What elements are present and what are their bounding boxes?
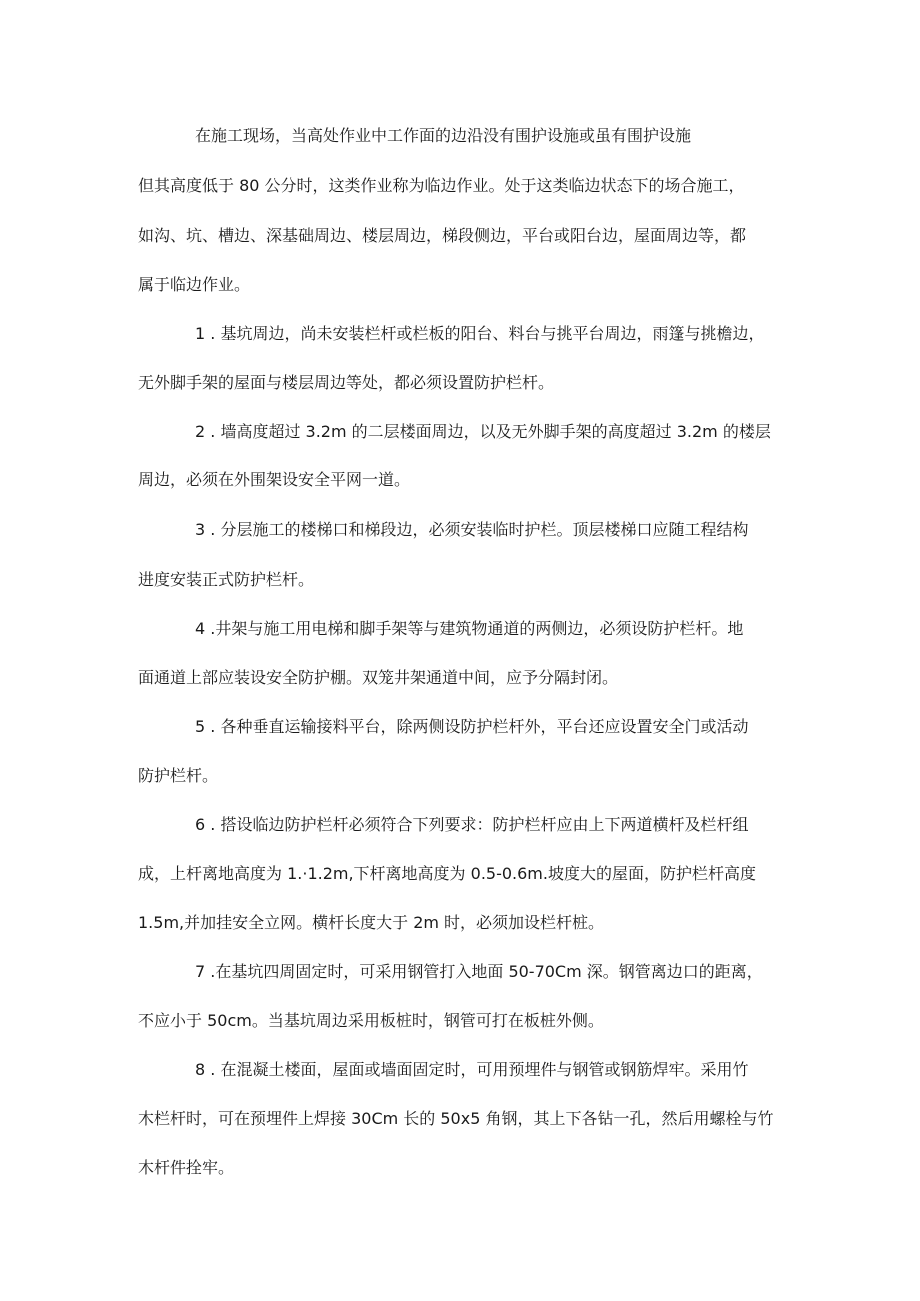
item-2-line: 周边，必须在外围架设安全平网一道。 bbox=[138, 470, 411, 489]
item-4-line: 4 .井架与施工用电梯和脚手架等与建筑物通道的两侧边，必须设防护栏杆。地 bbox=[195, 619, 744, 638]
item-8-line: 8 . 在混凝土楼面，屋面或墙面固定时，可用预埋件与钢管或钢筋焊牢。采用竹 bbox=[195, 1060, 749, 1079]
intro-line: 在施工现场，当高处作业中工作面的边沿没有围护设施或虽有围护设施 bbox=[195, 126, 692, 145]
item-6-line: 1.5m,并加挂安全立网。横杆长度大于 2m 时，必须加设栏杆桩。 bbox=[138, 913, 605, 932]
item-3-line: 3 . 分层施工的楼梯口和梯段边，必须安装临时护栏。顶层楼梯口应随工程结构 bbox=[195, 520, 749, 539]
item-7-line: 不应小于 50cm。当基坑周边采用板桩时，钢管可打在板桩外侧。 bbox=[138, 1011, 604, 1030]
item-4-line: 面通道上部应装设安全防护棚。双笼井架通道中间，应予分隔封闭。 bbox=[138, 668, 619, 687]
intro-line: 如沟、坑、槽边、深基础周边、楼层周边，梯段侧边，平台或阳台边，屋面周边等，都 bbox=[138, 226, 747, 245]
item-7-line: 7 .在基坑四周固定时，可采用钢管打入地面 50-70Cm 深。钢管离边口的距离， bbox=[195, 962, 763, 981]
item-8-line: 木杆件拴牢。 bbox=[138, 1158, 235, 1177]
intro-line: 但其高度低于 80 公分时，这类作业称为临边作业。处于这类临边状态下的场合施工， bbox=[138, 176, 745, 195]
item-6-line: 成，上杆离地高度为 1.·1.2m,下杆离地高度为 0.5-0.6m.坡度大的屋面，防护栏杆高度 bbox=[138, 864, 756, 883]
item-5-line: 防护栏杆。 bbox=[138, 766, 219, 785]
item-8-line: 木栏杆时，可在预埋件上焊接 30Cm 长的 50x5 角钢，其上下各钻一孔，然后用螺栓与竹 bbox=[138, 1109, 774, 1128]
item-1-line: 1 . 基坑周边，尚未安装栏杆或栏板的阳台、料台与挑平台周边，雨篷与挑檐边， bbox=[195, 324, 765, 343]
item-1-line: 无外脚手架的屋面与楼层周边等处，都必须设置防护栏杆。 bbox=[138, 373, 555, 392]
intro-line: 属于临边作业。 bbox=[138, 275, 251, 294]
item-5-line: 5 . 各种垂直运输接料平台，除两侧设防护栏杆外，平台还应设置安全门或活动 bbox=[195, 717, 749, 736]
item-6-line: 6 . 搭设临边防护栏杆必须符合下列要求：防护栏杆应由上下两道横杆及栏杆组 bbox=[195, 815, 749, 834]
item-2-line: 2 . 墙高度超过 3.2m 的二层楼面周边，以及无外脚手架的高度超过 3.2m 的楼层 bbox=[195, 422, 771, 441]
item-3-line: 进度安装正式防护栏杆。 bbox=[138, 570, 315, 589]
